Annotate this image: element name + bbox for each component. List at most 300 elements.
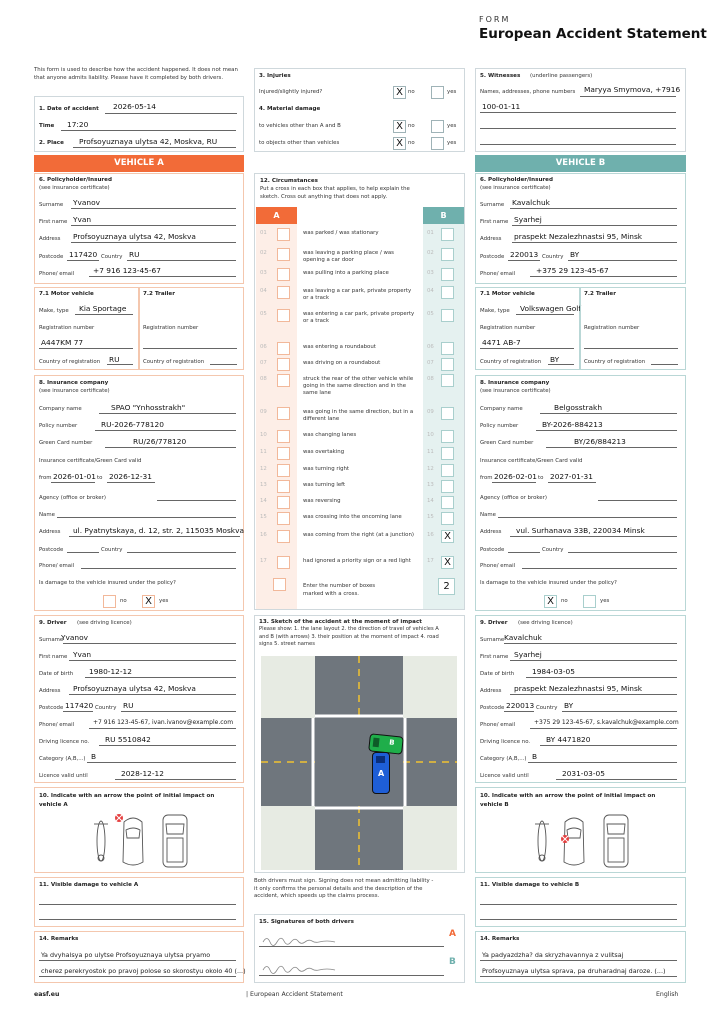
circumstance-text: was reversing bbox=[303, 498, 341, 504]
no-label: no bbox=[408, 140, 415, 146]
row-number-b: 02 bbox=[427, 250, 434, 256]
place-value[interactable]: Profsoyuznaya ulytsa 42, Moskva, RU bbox=[79, 137, 218, 146]
circumstance-a-checkbox[interactable] bbox=[277, 309, 290, 322]
signatures-section bbox=[254, 914, 465, 983]
circumstance-text: was going in the same direction, but in a different lane bbox=[303, 409, 414, 422]
policy-label: Policy number bbox=[39, 423, 78, 429]
valid-label: Insurance certificate/Green Card valid bbox=[480, 458, 583, 464]
witnesses-title: 5. Witnesses bbox=[480, 73, 521, 79]
country-label: Country bbox=[95, 705, 117, 711]
trailer-title: 7.2 Trailer bbox=[143, 291, 175, 297]
insurance-a-section bbox=[34, 375, 244, 611]
green-card-label: Green Card number bbox=[480, 440, 534, 446]
circumstance-text: was pulling into a parking place bbox=[303, 270, 389, 276]
impact-a-title: 10. Indicate with an arrow the point of initial impact on vehicle A bbox=[39, 793, 215, 808]
licence-valid-label: Licence valid until bbox=[39, 773, 88, 779]
driver-a-section bbox=[34, 615, 244, 783]
b-valid-from-value[interactable]: 2026-02-01 bbox=[494, 472, 537, 481]
a-driver-postcode-value[interactable]: 117420 bbox=[65, 701, 94, 710]
row-number-b: 14 bbox=[427, 498, 434, 504]
first-name-label: First name bbox=[39, 219, 68, 225]
car-a[interactable] bbox=[372, 752, 390, 794]
row-number-a: 06 bbox=[260, 344, 267, 350]
column-b-header: B bbox=[423, 207, 464, 224]
a-green-card-value[interactable]: RU/26/778120 bbox=[133, 437, 187, 446]
surname-label: Surname bbox=[39, 637, 64, 643]
a-policy-value[interactable]: RU-2026-778120 bbox=[101, 420, 164, 429]
driver-sub: (see driving licence) bbox=[518, 620, 573, 626]
signature-a-marker: A bbox=[449, 929, 456, 939]
row-number-a: 12 bbox=[260, 466, 267, 472]
a-surname-value[interactable]: Yvanov bbox=[73, 198, 100, 207]
country-registration-label: Country of registration bbox=[143, 359, 205, 365]
circumstance-b-checkbox[interactable] bbox=[441, 248, 454, 261]
motor-vehicle-a-section bbox=[34, 287, 139, 370]
count-b-box[interactable]: 2 bbox=[438, 578, 455, 595]
address-label: Address bbox=[39, 236, 61, 242]
insurance-sub: (see insurance certificate) bbox=[39, 388, 110, 394]
b-insurance-address-value[interactable]: vul. Surhanava 33B, 220034 Minsk bbox=[516, 526, 645, 535]
b-driver-licence-value[interactable]: BY 4471820 bbox=[546, 735, 591, 744]
company-label: Company name bbox=[39, 406, 82, 412]
row-number-b: 10 bbox=[427, 432, 434, 438]
accident-sketch[interactable] bbox=[261, 656, 457, 870]
a-driver-dob-value[interactable]: 1980-12-12 bbox=[89, 667, 132, 676]
circumstance-b-checkbox[interactable]: X bbox=[441, 530, 454, 543]
circumstance-b-checkbox[interactable] bbox=[441, 496, 454, 509]
licence-valid-label: Licence valid until bbox=[480, 773, 529, 779]
trailer-b-section bbox=[580, 287, 686, 370]
circumstance-a-checkbox[interactable] bbox=[277, 430, 290, 443]
licence-number-label: Driving licence no. bbox=[39, 739, 90, 745]
footer-site[interactable]: easf.eu bbox=[34, 991, 60, 998]
to-label: to bbox=[97, 475, 103, 481]
damage-question: Is damage to the vehicle insured under the policy? bbox=[480, 580, 617, 586]
no-label: no bbox=[120, 598, 127, 604]
damage-objects-yes-checkbox[interactable] bbox=[431, 137, 444, 150]
from-label: from bbox=[480, 475, 493, 481]
row-number-b: 03 bbox=[427, 270, 434, 276]
row-number-a: 01 bbox=[260, 230, 267, 236]
policyholder-title: 6. Policyholder/Insured bbox=[480, 177, 553, 183]
b-phone-value[interactable]: +375 29 123-45-67 bbox=[536, 266, 609, 275]
b-first-name-value[interactable]: Syarhej bbox=[514, 215, 542, 224]
registration-label: Registration number bbox=[39, 325, 95, 331]
circumstance-b-checkbox[interactable] bbox=[441, 447, 454, 460]
circumstance-text: was crossing into the oncoming lane bbox=[303, 514, 402, 520]
circumstance-b-checkbox[interactable] bbox=[441, 309, 454, 322]
witnesses-sub: (underline passengers) bbox=[530, 73, 593, 79]
a-driver-phone-value[interactable]: +7 916 123-45-67, ivan.ivanov@example.com bbox=[93, 719, 234, 726]
intro-text: This form is used to describe how the accident happened. It does not mean that anyone admits liability. Please have it completed by both drivers. bbox=[34, 67, 238, 81]
circumstance-text: was leaving a parking place / was opening a car door bbox=[303, 250, 394, 263]
injuries-title: 3. Injuries bbox=[259, 73, 291, 79]
damage-objects-no-checkbox[interactable]: X bbox=[393, 137, 406, 150]
circumstance-a-checkbox[interactable] bbox=[277, 464, 290, 477]
visible-damage-b-section bbox=[475, 877, 686, 927]
row-number-b: 15 bbox=[427, 514, 434, 520]
circumstance-a-checkbox[interactable] bbox=[277, 268, 290, 281]
from-label: from bbox=[39, 475, 52, 481]
circumstances-sub: Put a cross in each box that applies, to help explain the sketch. Cross out anything that does not apply. bbox=[260, 186, 410, 200]
b-damage-yes-checkbox[interactable] bbox=[583, 595, 596, 608]
postcode-label: Postcode bbox=[480, 705, 505, 711]
circumstance-b-checkbox[interactable] bbox=[441, 480, 454, 493]
name-label: Name bbox=[480, 512, 496, 518]
circumstance-b-checkbox[interactable] bbox=[441, 407, 454, 420]
row-number-a: 15 bbox=[260, 514, 267, 520]
circumstance-text: was entering a car park, private property or a track bbox=[303, 311, 415, 324]
signature-b-image[interactable] bbox=[261, 961, 341, 975]
name-label: Name bbox=[39, 512, 55, 518]
damage-objects-question: to objects other than vehicles bbox=[259, 140, 340, 146]
circumstance-text: had ignored a priority sign or a red light bbox=[303, 558, 411, 564]
country-label: Country bbox=[542, 547, 564, 553]
circumstance-a-checkbox[interactable] bbox=[277, 512, 290, 525]
no-label: no bbox=[408, 123, 415, 129]
b-country-registration-value[interactable]: BY bbox=[550, 355, 560, 364]
policyholder-title: 6. Policyholder/Insured bbox=[39, 177, 112, 183]
signatures-title: 15. Signatures of both drivers bbox=[259, 919, 354, 925]
row-number-b: 08 bbox=[427, 376, 434, 382]
circumstance-a-checkbox[interactable] bbox=[277, 407, 290, 420]
material-damage-title: 4. Material damage bbox=[259, 106, 321, 112]
country-registration-label: Country of registration bbox=[39, 359, 101, 365]
sketch-title: 13. Sketch of the accident at the moment of impact bbox=[259, 619, 422, 625]
insurance-b-section bbox=[475, 375, 686, 611]
yes-label: yes bbox=[447, 123, 457, 129]
row-number-a: 03 bbox=[260, 270, 267, 276]
witnesses-label: Names, addresses, phone numbers bbox=[480, 89, 576, 95]
a-country-registration-value[interactable]: RU bbox=[109, 355, 120, 364]
phone-email-label: Phone/ email bbox=[480, 722, 516, 728]
phone-label: Phone/ email bbox=[39, 271, 75, 277]
circumstances-title: 12. Circumstances bbox=[260, 178, 318, 184]
make-label: Make, type bbox=[39, 308, 69, 314]
b-driver-surname-value[interactable]: Kavalchuk bbox=[504, 633, 542, 642]
injuries-damage-section bbox=[254, 68, 465, 152]
circumstance-text: was overtaking bbox=[303, 449, 345, 455]
b-driver-country-value[interactable]: BY bbox=[564, 701, 574, 710]
b-driver-postcode-value[interactable]: 220013 bbox=[506, 701, 535, 710]
motor-vehicle-b-section bbox=[475, 287, 580, 370]
b-driver-dob-value[interactable]: 1984-03-05 bbox=[532, 667, 575, 676]
circumstance-text: struck the rear of the other vehicle while going in the same direction and in the same lane bbox=[303, 376, 414, 396]
circumstance-a-checkbox[interactable] bbox=[277, 374, 290, 387]
registration-label: Registration number bbox=[143, 325, 199, 331]
row-number-a: 02 bbox=[260, 250, 267, 256]
row-number-a: 04 bbox=[260, 288, 267, 294]
circumstance-text: was turning left bbox=[303, 482, 346, 488]
damage-vehicles-no-checkbox[interactable]: X bbox=[393, 120, 406, 133]
b-address-value[interactable]: praspekt Nezalezhnastsi 95, Minsk bbox=[514, 232, 643, 241]
b-driver-first-name-value[interactable]: Syarhej bbox=[514, 650, 542, 659]
a-postcode-value[interactable]: 117420 bbox=[69, 250, 98, 259]
category-label: Category (A,B,...) bbox=[39, 756, 86, 762]
a-valid-from-value[interactable]: 2026-01-01 bbox=[53, 472, 96, 481]
car-b-label: B bbox=[388, 738, 395, 747]
address-label: Address bbox=[39, 529, 61, 535]
signature-note: Both drivers must sign. Signing does not mean admitting liability - it only confirms the personal details and the description of the accident, which speeds up the claims process. bbox=[254, 878, 434, 899]
circumstance-a-checkbox[interactable] bbox=[277, 447, 290, 460]
a-driver-category-value[interactable]: B bbox=[91, 752, 97, 761]
b-driver-category-value[interactable]: B bbox=[532, 752, 538, 761]
address-label: Address bbox=[480, 236, 502, 242]
remarks-b-section bbox=[475, 931, 686, 983]
count-a-box[interactable] bbox=[273, 578, 286, 591]
phone-email-label: Phone/ email bbox=[39, 722, 75, 728]
trailer-title: 7.2 Trailer bbox=[584, 291, 616, 297]
valid-label: Insurance certificate/Green Card valid bbox=[39, 458, 142, 464]
place-label: 2. Place bbox=[39, 140, 64, 146]
circumstance-b-checkbox[interactable] bbox=[441, 374, 454, 387]
a-driver-surname-value[interactable]: Yvanov bbox=[61, 633, 88, 642]
circumstance-b-checkbox[interactable] bbox=[441, 228, 454, 241]
damage-vehicles-yes-checkbox[interactable] bbox=[431, 120, 444, 133]
agency-label: Agency (office or broker) bbox=[39, 495, 106, 501]
row-number-a: 09 bbox=[260, 409, 267, 415]
injuries-no-checkbox[interactable]: X bbox=[393, 86, 406, 99]
circumstance-a-checkbox[interactable] bbox=[277, 358, 290, 371]
b-driver-phone-value[interactable]: +375 29 123-45-67, s.kavalchuk@example.com bbox=[534, 719, 679, 726]
visible-damage-b-title: 11. Visible damage to vehicle B bbox=[480, 882, 580, 888]
a-driver-licence-value[interactable]: RU 5510842 bbox=[105, 735, 151, 744]
driver-title: 9. Driver bbox=[39, 620, 67, 626]
car-a-label: A bbox=[378, 769, 385, 778]
time-value[interactable]: 17:20 bbox=[67, 120, 89, 129]
circumstance-a-checkbox[interactable] bbox=[277, 342, 290, 355]
injuries-yes-checkbox[interactable] bbox=[431, 86, 444, 99]
footer-title: | European Accident Statement bbox=[246, 991, 343, 998]
b-valid-to-value[interactable]: 2027-01-31 bbox=[550, 472, 593, 481]
first-name-label: First name bbox=[480, 219, 509, 225]
b-country-value[interactable]: BY bbox=[570, 250, 580, 259]
remarks-title: 14. Remarks bbox=[39, 936, 79, 942]
row-number-a: 11 bbox=[260, 449, 267, 455]
b-surname-value[interactable]: Kavalchuk bbox=[512, 198, 550, 207]
circumstance-b-checkbox[interactable] bbox=[441, 268, 454, 281]
time-label: Time bbox=[39, 123, 55, 129]
row-number-b: 12 bbox=[427, 466, 434, 472]
a-make-value[interactable]: Kia Sportage bbox=[79, 304, 127, 313]
circumstance-b-checkbox[interactable] bbox=[441, 358, 454, 371]
row-number-a: 17 bbox=[260, 558, 267, 564]
a-first-name-value[interactable]: Yvan bbox=[73, 215, 92, 224]
licence-number-label: Driving licence no. bbox=[480, 739, 531, 745]
a-driver-address-value[interactable]: Profsoyuznaya ulytsa 42, Moskva bbox=[73, 684, 196, 693]
postcode-label: Postcode bbox=[480, 547, 505, 553]
a-remark-line-1[interactable]: Ya dvyhalsya po ulytse Profsoyuznaya ulytsa pryamo bbox=[41, 951, 211, 959]
impact-point-b-icon bbox=[561, 835, 569, 843]
row-number-a: 16 bbox=[260, 532, 267, 538]
sketch-sub: Please show: 1. the lane layout 2. the direction of travel of vehicles A and B (with arrows) 3. their position at the moment of impact 4. road signs 5. street names bbox=[259, 626, 439, 647]
company-label: Company name bbox=[480, 406, 523, 412]
signature-a-image[interactable] bbox=[261, 933, 341, 947]
circumstance-text: was turning right bbox=[303, 466, 350, 472]
no-label: no bbox=[408, 89, 415, 95]
b-make-value[interactable]: Volkswagen Golf bbox=[520, 304, 581, 313]
circumstance-a-checkbox[interactable] bbox=[277, 480, 290, 493]
circumstance-b-checkbox[interactable] bbox=[441, 342, 454, 355]
column-a-header: A bbox=[256, 207, 297, 224]
country-label: Country bbox=[536, 705, 558, 711]
date-value[interactable]: 2026-05-14 bbox=[113, 102, 156, 111]
circumstances-section bbox=[254, 173, 465, 610]
row-number-b: 06 bbox=[427, 344, 434, 350]
circumstance-b-checkbox[interactable] bbox=[441, 512, 454, 525]
no-label: no bbox=[561, 598, 568, 604]
a-country-value[interactable]: RU bbox=[129, 250, 140, 259]
circumstance-text: was changing lanes bbox=[303, 432, 357, 438]
circumstance-text: was driving on a roundabout bbox=[303, 360, 381, 366]
row-number-b: 13 bbox=[427, 482, 434, 488]
impact-point-a-icon bbox=[115, 814, 123, 822]
a-remark-line-2[interactable]: cherez perekryostok po pravoj polose so skorostyu okolo 40 (...) bbox=[41, 967, 246, 975]
circumstance-text: was entering a roundabout bbox=[303, 344, 376, 350]
witness-value-1[interactable]: Maryya Smymova, +7916 bbox=[584, 85, 681, 94]
impact-b-title: 10. Indicate with an arrow the point of initial impact on vehicle B bbox=[480, 793, 656, 808]
circumstance-a-checkbox[interactable] bbox=[277, 248, 290, 261]
circumstance-text: was parked / was stationary bbox=[303, 230, 379, 236]
vehicle-diagrams-b[interactable] bbox=[532, 812, 652, 870]
b-green-card-value[interactable]: BY/26/884213 bbox=[574, 437, 626, 446]
b-postcode-value[interactable]: 220013 bbox=[510, 250, 539, 259]
phone-email-label: Phone/ email bbox=[480, 563, 516, 569]
visible-damage-a-section bbox=[34, 877, 244, 927]
a-driver-country-value[interactable]: RU bbox=[123, 701, 134, 710]
dob-label: Date of birth bbox=[480, 671, 515, 677]
policyholder-sub: (see insurance certificate) bbox=[480, 185, 551, 191]
green-card-label: Green Card number bbox=[39, 440, 93, 446]
a-damage-no-checkbox[interactable] bbox=[103, 595, 116, 608]
circumstance-text: was leaving a car park, private property or a track bbox=[303, 288, 412, 301]
trailer-a-section bbox=[139, 287, 244, 370]
row-number-a: 13 bbox=[260, 482, 267, 488]
a-valid-to-value[interactable]: 2026-12-31 bbox=[109, 472, 152, 481]
policy-label: Policy number bbox=[480, 423, 519, 429]
phone-email-label: Phone/ email bbox=[39, 563, 75, 569]
circumstance-a-checkbox[interactable] bbox=[277, 286, 290, 299]
first-name-label: First name bbox=[480, 654, 509, 660]
form-label: FORM bbox=[479, 15, 511, 24]
yes-label: yes bbox=[447, 140, 457, 146]
a-driver-first-name-value[interactable]: Yvan bbox=[73, 650, 92, 659]
witness-value-2[interactable]: 100-01-11 bbox=[482, 102, 521, 111]
row-number-a: 07 bbox=[260, 360, 267, 366]
country-registration-label: Country of registration bbox=[584, 359, 646, 365]
b-company-value[interactable]: Belgosstrakh bbox=[554, 403, 603, 412]
row-number-a: 14 bbox=[260, 498, 267, 504]
insurance-title: 8. Insurance company bbox=[480, 380, 550, 386]
circumstance-b-checkbox[interactable] bbox=[441, 464, 454, 477]
a-registration-value[interactable]: A447KM 77 bbox=[41, 338, 84, 347]
b-registration-value[interactable]: 4471 AB-7 bbox=[482, 338, 521, 347]
a-insurance-address-value[interactable]: ul. Pyatnytskaya, d. 12, str. 2, 115035 Moskva bbox=[73, 526, 244, 535]
injuries-question: Injured/slightly injured? bbox=[259, 89, 323, 95]
date-place-section bbox=[34, 96, 244, 152]
surname-label: Surname bbox=[480, 637, 505, 643]
circumstance-a-checkbox[interactable] bbox=[277, 228, 290, 241]
circumstance-a-checkbox[interactable] bbox=[277, 530, 290, 543]
witnesses-section bbox=[475, 68, 686, 152]
a-address-value[interactable]: Profsoyuznaya ulytsa 42, Moskva bbox=[73, 232, 196, 241]
to-label: to bbox=[538, 475, 544, 481]
registration-label: Registration number bbox=[584, 325, 640, 331]
row-number-b: 11 bbox=[427, 449, 434, 455]
agency-label: Agency (office or broker) bbox=[480, 495, 547, 501]
b-driver-address-value[interactable]: praspekt Nezalezhnastsi 95, Minsk bbox=[514, 684, 643, 693]
driver-title: 9. Driver bbox=[480, 620, 508, 626]
sketch-section bbox=[254, 615, 465, 873]
address-label: Address bbox=[480, 688, 502, 694]
postcode-label: Postcode bbox=[480, 254, 505, 260]
row-number-b: 05 bbox=[427, 311, 434, 317]
row-number-b: 01 bbox=[427, 230, 434, 236]
b-remark-line-2[interactable]: Profsoyuznaya ulytsa sprava, pa druharadnaj daroze. (...) bbox=[482, 967, 666, 975]
visible-damage-a-title: 11. Visible damage to vehicle A bbox=[39, 882, 139, 888]
postcode-label: Postcode bbox=[39, 254, 64, 260]
row-number-b: 17 bbox=[427, 558, 434, 564]
country-registration-label: Country of registration bbox=[480, 359, 542, 365]
circumstance-b-checkbox[interactable] bbox=[441, 430, 454, 443]
date-label: 1. Date of accident bbox=[39, 106, 99, 112]
row-number-b: 07 bbox=[427, 360, 434, 366]
insurance-title: 8. Insurance company bbox=[39, 380, 109, 386]
circumstance-a-checkbox[interactable] bbox=[277, 556, 290, 569]
address-label: Address bbox=[39, 688, 61, 694]
circumstance-b-checkbox[interactable] bbox=[441, 286, 454, 299]
row-number-a: 05 bbox=[260, 311, 267, 317]
footer-language[interactable]: English bbox=[656, 991, 679, 998]
row-number-a: 10 bbox=[260, 432, 267, 438]
b-damage-no-checkbox[interactable]: X bbox=[544, 595, 557, 608]
vehicle-diagrams-a[interactable] bbox=[91, 812, 211, 870]
b-remark-line-1[interactable]: Ya padyazdzha? da skryzhavannya z vulitsaj bbox=[482, 951, 624, 959]
damage-vehicles-question: to vehicles other than A and B bbox=[259, 123, 341, 129]
b-policy-value[interactable]: BY-2026-884213 bbox=[542, 420, 603, 429]
postcode-label: Postcode bbox=[39, 547, 64, 553]
a-damage-yes-checkbox[interactable]: X bbox=[142, 595, 155, 608]
country-label: Country bbox=[542, 254, 564, 260]
policyholder-b-section bbox=[475, 173, 686, 284]
a-phone-value[interactable]: +7 916 123-45-67 bbox=[93, 266, 161, 275]
insurance-sub: (see insurance certificate) bbox=[480, 388, 551, 394]
dob-label: Date of birth bbox=[39, 671, 74, 677]
impact-b-section bbox=[475, 787, 686, 873]
b-driver-valid-value[interactable]: 2031-03-05 bbox=[562, 769, 605, 778]
policyholder-sub: (see insurance certificate) bbox=[39, 185, 110, 191]
a-driver-valid-value[interactable]: 2028-12-12 bbox=[121, 769, 164, 778]
category-label: Category (A,B,...) bbox=[480, 756, 527, 762]
circumstance-text: was coming from the right (at a junction) bbox=[303, 532, 414, 538]
circumstance-a-checkbox[interactable] bbox=[277, 496, 290, 509]
page-title: European Accident Statement bbox=[479, 26, 707, 42]
damage-question: Is damage to the vehicle insured under the policy? bbox=[39, 580, 176, 586]
yes-label: yes bbox=[159, 598, 169, 604]
motor-vehicle-title: 7.1 Motor vehicle bbox=[480, 291, 535, 297]
vehicle-b-header: VEHICLE B bbox=[475, 155, 686, 172]
driver-sub: (see driving licence) bbox=[77, 620, 132, 626]
surname-label: Surname bbox=[39, 202, 64, 208]
country-label: Country bbox=[101, 547, 123, 553]
postcode-label: Postcode bbox=[39, 705, 64, 711]
count-label: Enter the number of boxes marked with a cross. bbox=[303, 583, 376, 597]
circumstance-b-checkbox[interactable]: X bbox=[441, 556, 454, 569]
a-company-value[interactable]: SPAO "Ynhosstrakh" bbox=[111, 403, 186, 412]
remarks-a-section bbox=[34, 931, 244, 983]
make-label: Make, type bbox=[480, 308, 510, 314]
row-number-a: 08 bbox=[260, 376, 267, 382]
